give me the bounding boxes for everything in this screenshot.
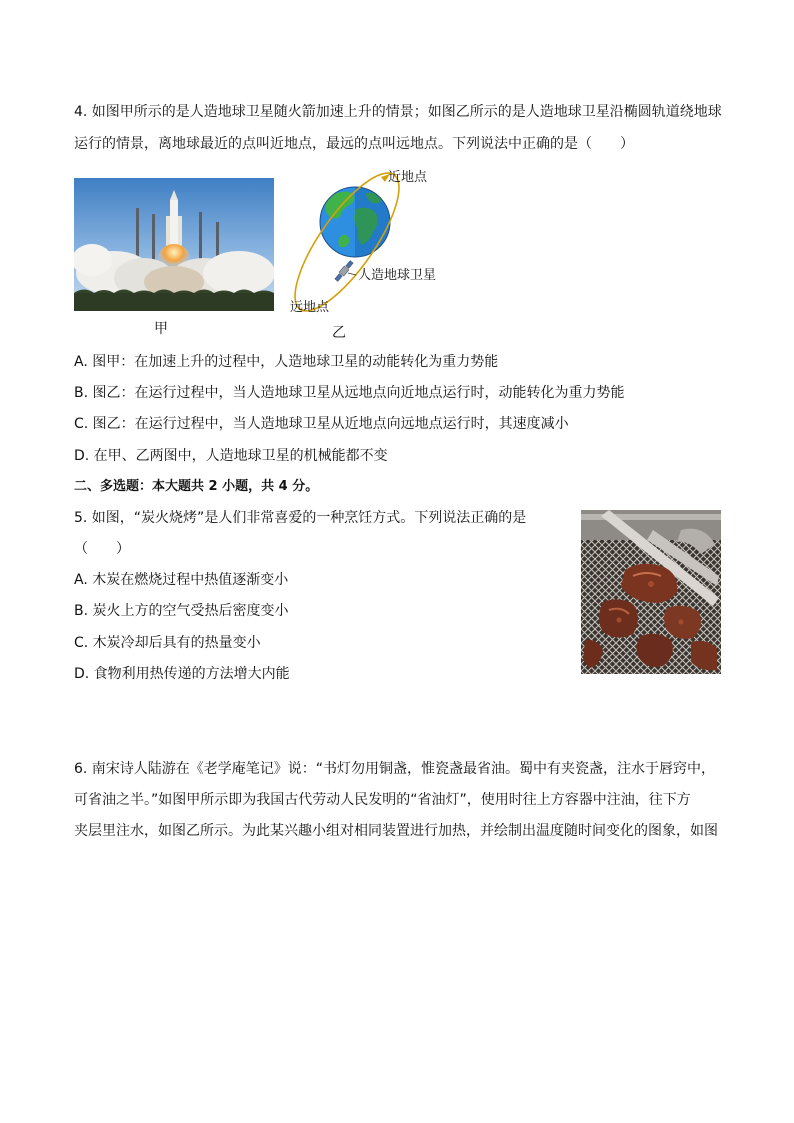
orbit-diagram xyxy=(284,165,444,335)
q4-stem-line1: 4. 如图甲所示的是人造地球卫星随火箭加速上升的情景；如图乙所示的是人造地球卫星沿椭圆轨道绕地球 xyxy=(74,104,722,120)
figure-jia-label: 甲 xyxy=(154,321,168,337)
q6-stem-line3: 夹层里注水，如图乙所示。为此某兴趣小组对相同装置进行加热，并绘制出温度随时间变化的图象，如图 xyxy=(74,823,718,839)
q5-option-c: C. 木炭冷却后具有的热量变小 xyxy=(74,635,261,651)
q6-stem-line2: 可省油之半。”如图甲所示即为我国古代劳动人民发明的“省油灯”，使用时往上方容器中注油，往下方 xyxy=(74,792,691,808)
perigee-label: 近地点 xyxy=(388,170,428,185)
satellite-icon xyxy=(334,260,354,282)
barbecue-photo xyxy=(581,510,721,674)
satellite-label: 人造地球卫星 xyxy=(358,268,437,283)
earth-icon xyxy=(320,187,390,257)
q4-option-a: A. 图甲：在加速上升的过程中，人造地球卫星的动能转化为重力势能 xyxy=(74,354,499,370)
figure-yi-label: 乙 xyxy=(332,325,346,341)
q4-option-c: C. 图乙：在运行过程中，当人造地球卫星从近地点向远地点运行时，其速度减小 xyxy=(74,416,569,432)
section-heading-multiple-choice: 二、多选题：本大题共 2 小题，共 4 分。 xyxy=(74,479,319,494)
q4-option-b: B. 图乙：在运行过程中，当人造地球卫星从远地点向近地点运行时，动能转化为重力势能 xyxy=(74,385,625,401)
q4-stem-line2: 运行的情景，离地球最近的点叫近地点，最远的点叫远地点。下列说法中正确的是（ ） xyxy=(74,136,634,152)
q6-stem-line1: 6. 南宋诗人陆游在《老学庵笔记》说：“书灯勿用铜盏，惟瓷盏最省油。蜀中有夹瓷盏，注水于唇窍中， xyxy=(74,761,716,777)
q4-option-d: D. 在甲、乙两图中，人造地球卫星的机械能都不变 xyxy=(74,448,388,464)
apogee-label: 远地点 xyxy=(290,300,330,315)
q5-option-a: A. 木炭在燃烧过程中热值逐渐变小 xyxy=(74,572,289,588)
q5-option-b: B. 炭火上方的空气受热后密度变小 xyxy=(74,603,289,619)
q5-stem-line1: 5. 如图，“炭火烧烤”是人们非常喜爱的一种烹饪方式。下列说法正确的是 xyxy=(74,510,527,526)
rocket-launch-photo xyxy=(74,178,274,311)
q5-option-d: D. 食物利用热传递的方法增大内能 xyxy=(74,666,290,682)
q5-stem-line2: （ ） xyxy=(74,541,130,557)
